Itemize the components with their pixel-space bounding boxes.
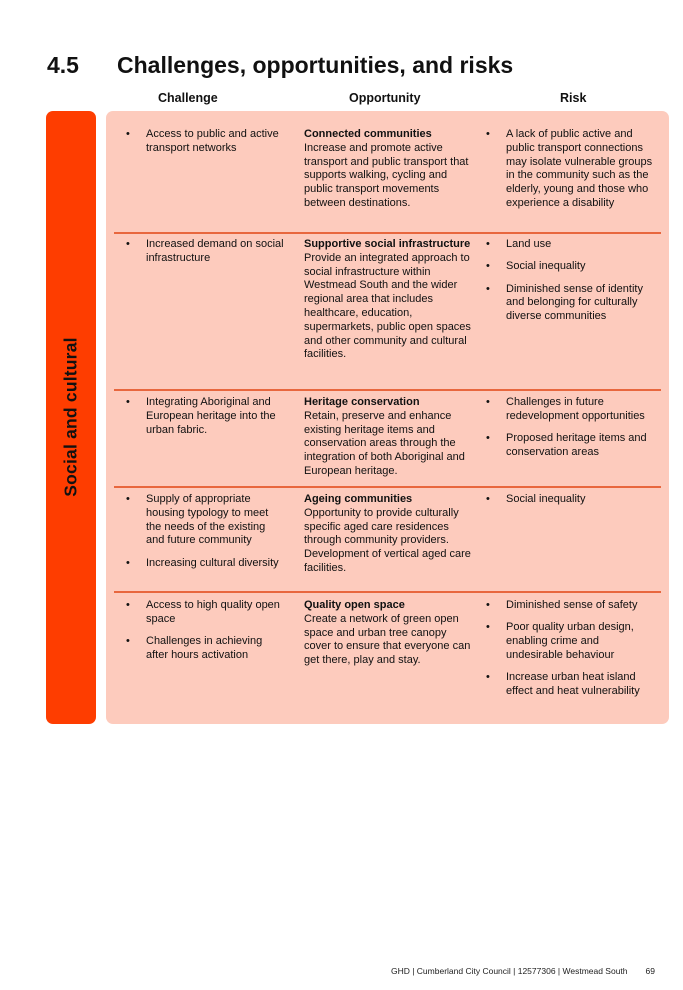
risk-item	[486, 283, 656, 324]
risk-item	[486, 396, 656, 424]
row-divider	[114, 591, 661, 593]
risk-cell	[486, 493, 656, 515]
bullet-icon: •	[486, 128, 490, 140]
bullet-icon: •	[126, 556, 130, 569]
risk-text: Diminished sense of identity and belonging for culturally diverse communities	[506, 282, 643, 323]
bullet-icon: •	[126, 493, 130, 505]
bullet-icon: •	[486, 396, 490, 408]
bullet-icon: •	[486, 282, 490, 295]
risk-text: Social inequality	[506, 493, 586, 505]
challenge-item	[126, 238, 286, 266]
risk-cell	[486, 238, 656, 332]
challenge-text: Increasing cultural diversity	[146, 556, 279, 569]
row-divider	[114, 232, 661, 234]
challenge-item	[126, 557, 286, 571]
challenge-cell	[126, 493, 286, 579]
column-header-opportunity: Opportunity	[349, 91, 421, 105]
opportunity-title: Connected communities	[304, 128, 432, 140]
opportunity-text: Opportunity to provide culturally specific aged care residences through community providers. Development of vertical aged care facilities.	[304, 506, 471, 574]
bullet-icon: •	[126, 635, 130, 648]
column-header-challenge: Challenge	[158, 91, 218, 105]
challenge-text: Supply of appropriate housing typology to meet the needs of the existing and future community	[146, 493, 269, 547]
challenge-text: Challenges in achieving after hours activation	[146, 635, 263, 661]
challenge-cell	[126, 128, 286, 164]
opportunity-title: Ageing communities	[304, 493, 413, 505]
section-title: Challenges, opportunities, and risks	[117, 52, 514, 78]
page-number: 69	[645, 966, 655, 976]
bullet-icon: •	[486, 238, 490, 250]
bullet-icon: •	[486, 599, 490, 611]
challenge-item	[126, 396, 286, 437]
risk-item	[486, 128, 656, 211]
risk-item	[486, 671, 656, 699]
challenge-text: Increased demand on social infrastructure	[146, 238, 284, 264]
challenge-cell	[126, 599, 286, 671]
section-number: 4.5	[47, 52, 79, 78]
challenge-item	[126, 493, 286, 548]
opportunity-text: Increase and promote active transport and public transport that supports walking, cycling and public transport movements between destinations.	[304, 141, 469, 209]
bullet-icon: •	[486, 493, 490, 505]
opportunity-title: Heritage conservation	[304, 396, 420, 408]
opportunity-text: Create a network of green open space and urban tree canopy cover to ensure that everyone can get there, play and stay.	[304, 612, 471, 667]
risk-text: Land use	[506, 238, 552, 250]
challenge-text: Integrating Aboriginal and European heritage into the urban fabric.	[146, 396, 276, 436]
risk-text: Social inequality	[506, 260, 586, 273]
risk-text: Diminished sense of safety	[506, 599, 638, 611]
opportunity-text: Provide an integrated approach to social infrastructure within Westmead South and the wider regional area that includes healthcare, education, supermarkets, public open spaces and other community and cultural facilities.	[304, 251, 471, 361]
risk-item	[486, 238, 656, 252]
opportunity-cell	[304, 599, 472, 668]
challenge-item	[126, 635, 286, 663]
bullet-icon: •	[486, 621, 490, 634]
risk-text: A lack of public active and public transport connections may isolate vulnerable groups in the community such as the elderly, young and those who experience a disability	[506, 128, 653, 209]
risk-item	[486, 599, 656, 613]
risk-text: Poor quality urban design, enabling crime and undesirable behaviour	[506, 621, 634, 661]
opportunity-cell	[304, 396, 472, 479]
bullet-icon: •	[126, 238, 130, 250]
bullet-icon: •	[486, 260, 490, 273]
risk-text: Challenges in future redevelopment opportunities	[506, 396, 645, 422]
challenge-cell	[126, 238, 286, 274]
page-footer	[391, 966, 655, 976]
row-divider	[114, 389, 661, 391]
risk-text: Proposed heritage items and conservation areas	[506, 432, 647, 458]
footer-text: GHD | Cumberland City Council | 12577306 | Westmead South	[390, 966, 628, 976]
category-label: Social and cultural	[60, 337, 81, 497]
challenge-text: Access to high quality open space	[146, 599, 280, 625]
column-header-risk: Risk	[560, 91, 587, 105]
opportunity-cell	[304, 493, 472, 576]
challenge-item	[126, 599, 286, 627]
bullet-icon: •	[126, 599, 130, 611]
risk-item	[486, 493, 656, 507]
bullet-icon: •	[126, 396, 130, 408]
risk-cell	[486, 396, 656, 468]
challenge-text: Access to public and active transport networks	[146, 128, 279, 154]
bullet-icon: •	[126, 128, 130, 140]
table-panel	[106, 111, 669, 724]
risk-cell	[486, 128, 656, 219]
opportunity-cell	[304, 128, 472, 211]
risk-cell	[486, 599, 656, 707]
risk-item	[486, 621, 656, 662]
challenge-item	[126, 128, 286, 156]
opportunity-cell	[304, 238, 472, 362]
risk-text: Increase urban heat island effect and heat vulnerability	[506, 671, 640, 697]
risk-item	[486, 432, 656, 460]
challenge-cell	[126, 396, 286, 446]
bullet-icon: •	[486, 671, 490, 684]
bullet-icon: •	[486, 432, 490, 445]
opportunity-title: Quality open space	[304, 599, 405, 611]
opportunity-text: Retain, preserve and enhance existing heritage items and conservation areas through the integration of both Aboriginal and European heritage.	[304, 409, 465, 477]
section-heading	[47, 52, 513, 79]
opportunity-title: Supportive social infrastructure	[304, 238, 471, 250]
row-divider	[114, 486, 661, 488]
risk-item	[486, 260, 656, 274]
